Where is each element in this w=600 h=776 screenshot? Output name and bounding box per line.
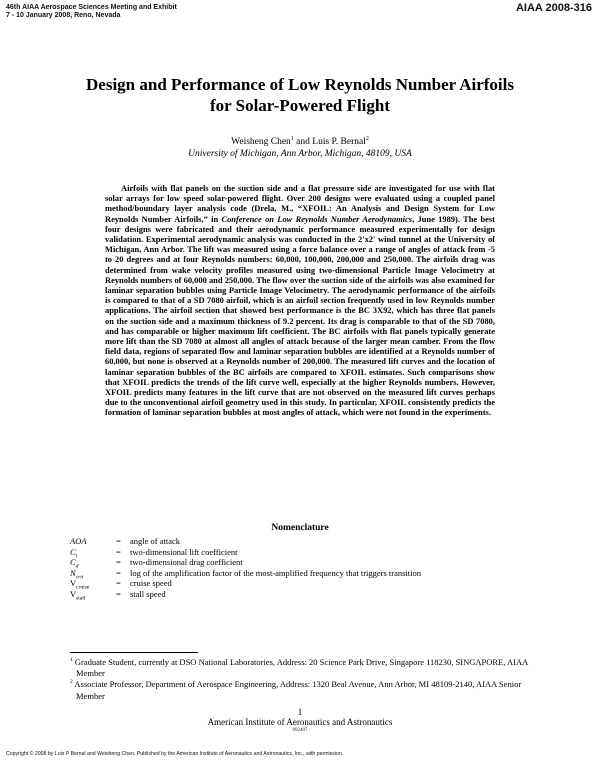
nomenclature-item: [70, 568, 421, 579]
nomenclature-symbol: [70, 536, 116, 547]
nomenclature-heading: Nomenclature: [271, 523, 329, 533]
publisher-organization: American Institute of Aeronautics and Astronautics: [207, 717, 393, 727]
nomenclature-item: [70, 578, 421, 592]
affiliation: University of Michigan, Ann Arbor, Michigan, 48109, USA: [188, 149, 412, 159]
nomenclature-definition: angle of attack: [130, 536, 181, 546]
equals-sign: =: [116, 557, 121, 568]
author-2-footnote-mark: 2: [365, 135, 369, 142]
equals-sign: =: [116, 536, 121, 546]
symbol-subscript: stall: [76, 595, 86, 602]
symbol-base: AOA: [70, 536, 87, 546]
nomenclature-list: [70, 536, 421, 600]
paper-number: AIAA 2008-316: [515, 2, 592, 14]
symbol-subscript: l: [75, 553, 78, 560]
author-list: [40, 136, 560, 148]
symbol-base: V: [70, 578, 77, 589]
symbol-base: N: [70, 567, 76, 578]
nomenclature-symbol: [70, 547, 116, 558]
copyright-notice: Copyright © 2008 by Luis P Bernal and Weisheng Chen. Published by the American Institute of Aeronautics and Astronautics, Inc., with permission.: [6, 751, 344, 757]
nomenclature-item: [70, 557, 421, 568]
footnote-text: Graduate Student, currently at DSO National Laboratories, Address: 20 Science Park Drive, Singapore 118230, SINGAPORE, AIAA Member: [72, 657, 528, 679]
title-line-1: Design and Performance of Low Reynolds Number Airfoils: [86, 75, 514, 94]
nomenclature-symbol: [70, 568, 116, 579]
abstract-citation-title: Conference on Low Reynolds Number Aerodynamics: [221, 213, 413, 224]
paper-title: [40, 74, 560, 116]
footnotes: [70, 657, 532, 702]
symbol-base: V: [70, 588, 77, 599]
symbol-subscript: crit: [75, 574, 84, 581]
title-line-2: for Solar-Powered Flight: [209, 96, 391, 115]
nomenclature-item: [70, 547, 421, 558]
footnote-2: [70, 679, 532, 701]
author-2: Luis P. Bernal: [312, 137, 366, 147]
nomenclature-definition: log of the amplification factor of the most-amplified frequency that triggers transition: [130, 567, 422, 578]
equals-sign: =: [116, 588, 121, 599]
nomenclature-item: [70, 536, 421, 547]
abstract-text-1: Airfoils with flat panels on the suction side and a flat pressure side are investigated for use with flat solar arrays for low speed solar-powered flight. Over 200 designs were evaluated using a coupled panel method/boundary layer analysis code (Drela, M., “XFOIL: An Analysis and Design System for Low Reynolds Number Airfoils,” in: [105, 183, 495, 224]
nomenclature-definition: two-dimensional drag coefficient: [130, 557, 243, 568]
symbol-base: C: [70, 557, 76, 568]
document-code: 092407: [292, 728, 308, 733]
symbol-subscript: d: [75, 563, 79, 570]
nomenclature-symbol: [70, 557, 116, 568]
author-1: Weisheng Chen: [231, 137, 291, 147]
equals-sign: =: [116, 546, 121, 557]
conference-name: 46th AIAA Aerospace Sciences Meeting and Exhibit: [6, 4, 177, 11]
equals-sign: =: [116, 578, 121, 589]
footnote-1: [70, 657, 532, 679]
nomenclature-item: [70, 589, 421, 600]
abstract: [105, 183, 495, 418]
author-1-footnote-mark: 1: [290, 135, 294, 142]
conference-info: [6, 4, 177, 20]
nomenclature-symbol: [70, 578, 116, 592]
nomenclature-definition: two-dimensional lift coefficient: [130, 546, 238, 557]
equals-sign: =: [116, 567, 121, 578]
footnote-divider: [70, 652, 198, 653]
author-conjunction: and: [293, 137, 313, 147]
page-number: 1: [297, 707, 303, 717]
footnote-mark: 1: [70, 657, 73, 664]
nomenclature-definition: cruise speed: [130, 578, 172, 589]
nomenclature-definition: stall speed: [130, 588, 166, 599]
abstract-text-2: , June 1989). The best four designs were fabricated and their aerodynamic performance measured experimentally for design validation. Experimental aerodynamic analysis was conducted in the 2'x2' wind tunnel at the University of Michigan, Ann Arbor. The lift was measured using a force balance over a range of angles of attack from -5 to 20 degrees and at four Reynolds numbers: 60,000, 100,000, 200,000 and 250,000. The airfoils drag was determined from wake velocity profiles measured using two-dimensional Particle Image Velocimetry at Reynolds numbers of 60,000 and 250,000. The flow over the suction side of the airfoils was also examined for laminar separation bubbles using Particle Image Velocimetry. The aerodynamic performance of the airfoils is compared to that of a SD 7080 airfoil, which is an airfoil section frequently used in low Reynolds number applications. The airfoil section that showed best performance is the BC 3X92, which has three flat panels on the suction side and a maximum thickness of 9.2 percent. Its drag is comparable to that of the SD 7080, and has comparable or higher maximum lift coefficient. The BC airfoils with flat panels typically generate more lift than the SD 7080 at almost all angles of attack because of the larger mean camber. From the flow field data, regions of separated flow and laminar separation bubbles are identified at a Reynolds number of 60,000, but none is observed at a Reynolds number of 200,000. The measured lift curves and the location of laminar separation bubbles of the BC airfoils are compared to XFOIL estimates. Such comparisons show that XFOIL predicts the trends of the lift curve well, especially at the higher Reynolds numbers. However, XFOIL predicts many features in the lift curve that are not observed on the measured lift curves perhaps due to the unconventional airfoil geometry used in this study. In particular, XFOIL consistently predicts the formation of laminar separation bubbles at most angles of attack, which were not found in the experiments.: [105, 213, 495, 418]
conference-dates: 7 - 10 January 2008, Reno, Nevada: [6, 12, 121, 19]
footnote-mark: 2: [70, 679, 73, 686]
symbol-base: C: [70, 546, 76, 557]
symbol-subscript: cruise: [76, 585, 90, 592]
nomenclature-symbol: [70, 589, 116, 600]
footnote-text: Associate Professor, Department of Aerospace Engineering, Address: 1320 Beal Avenue, Ann Arbor, MI 48109-2140, AIAA Senior Member: [72, 679, 522, 701]
